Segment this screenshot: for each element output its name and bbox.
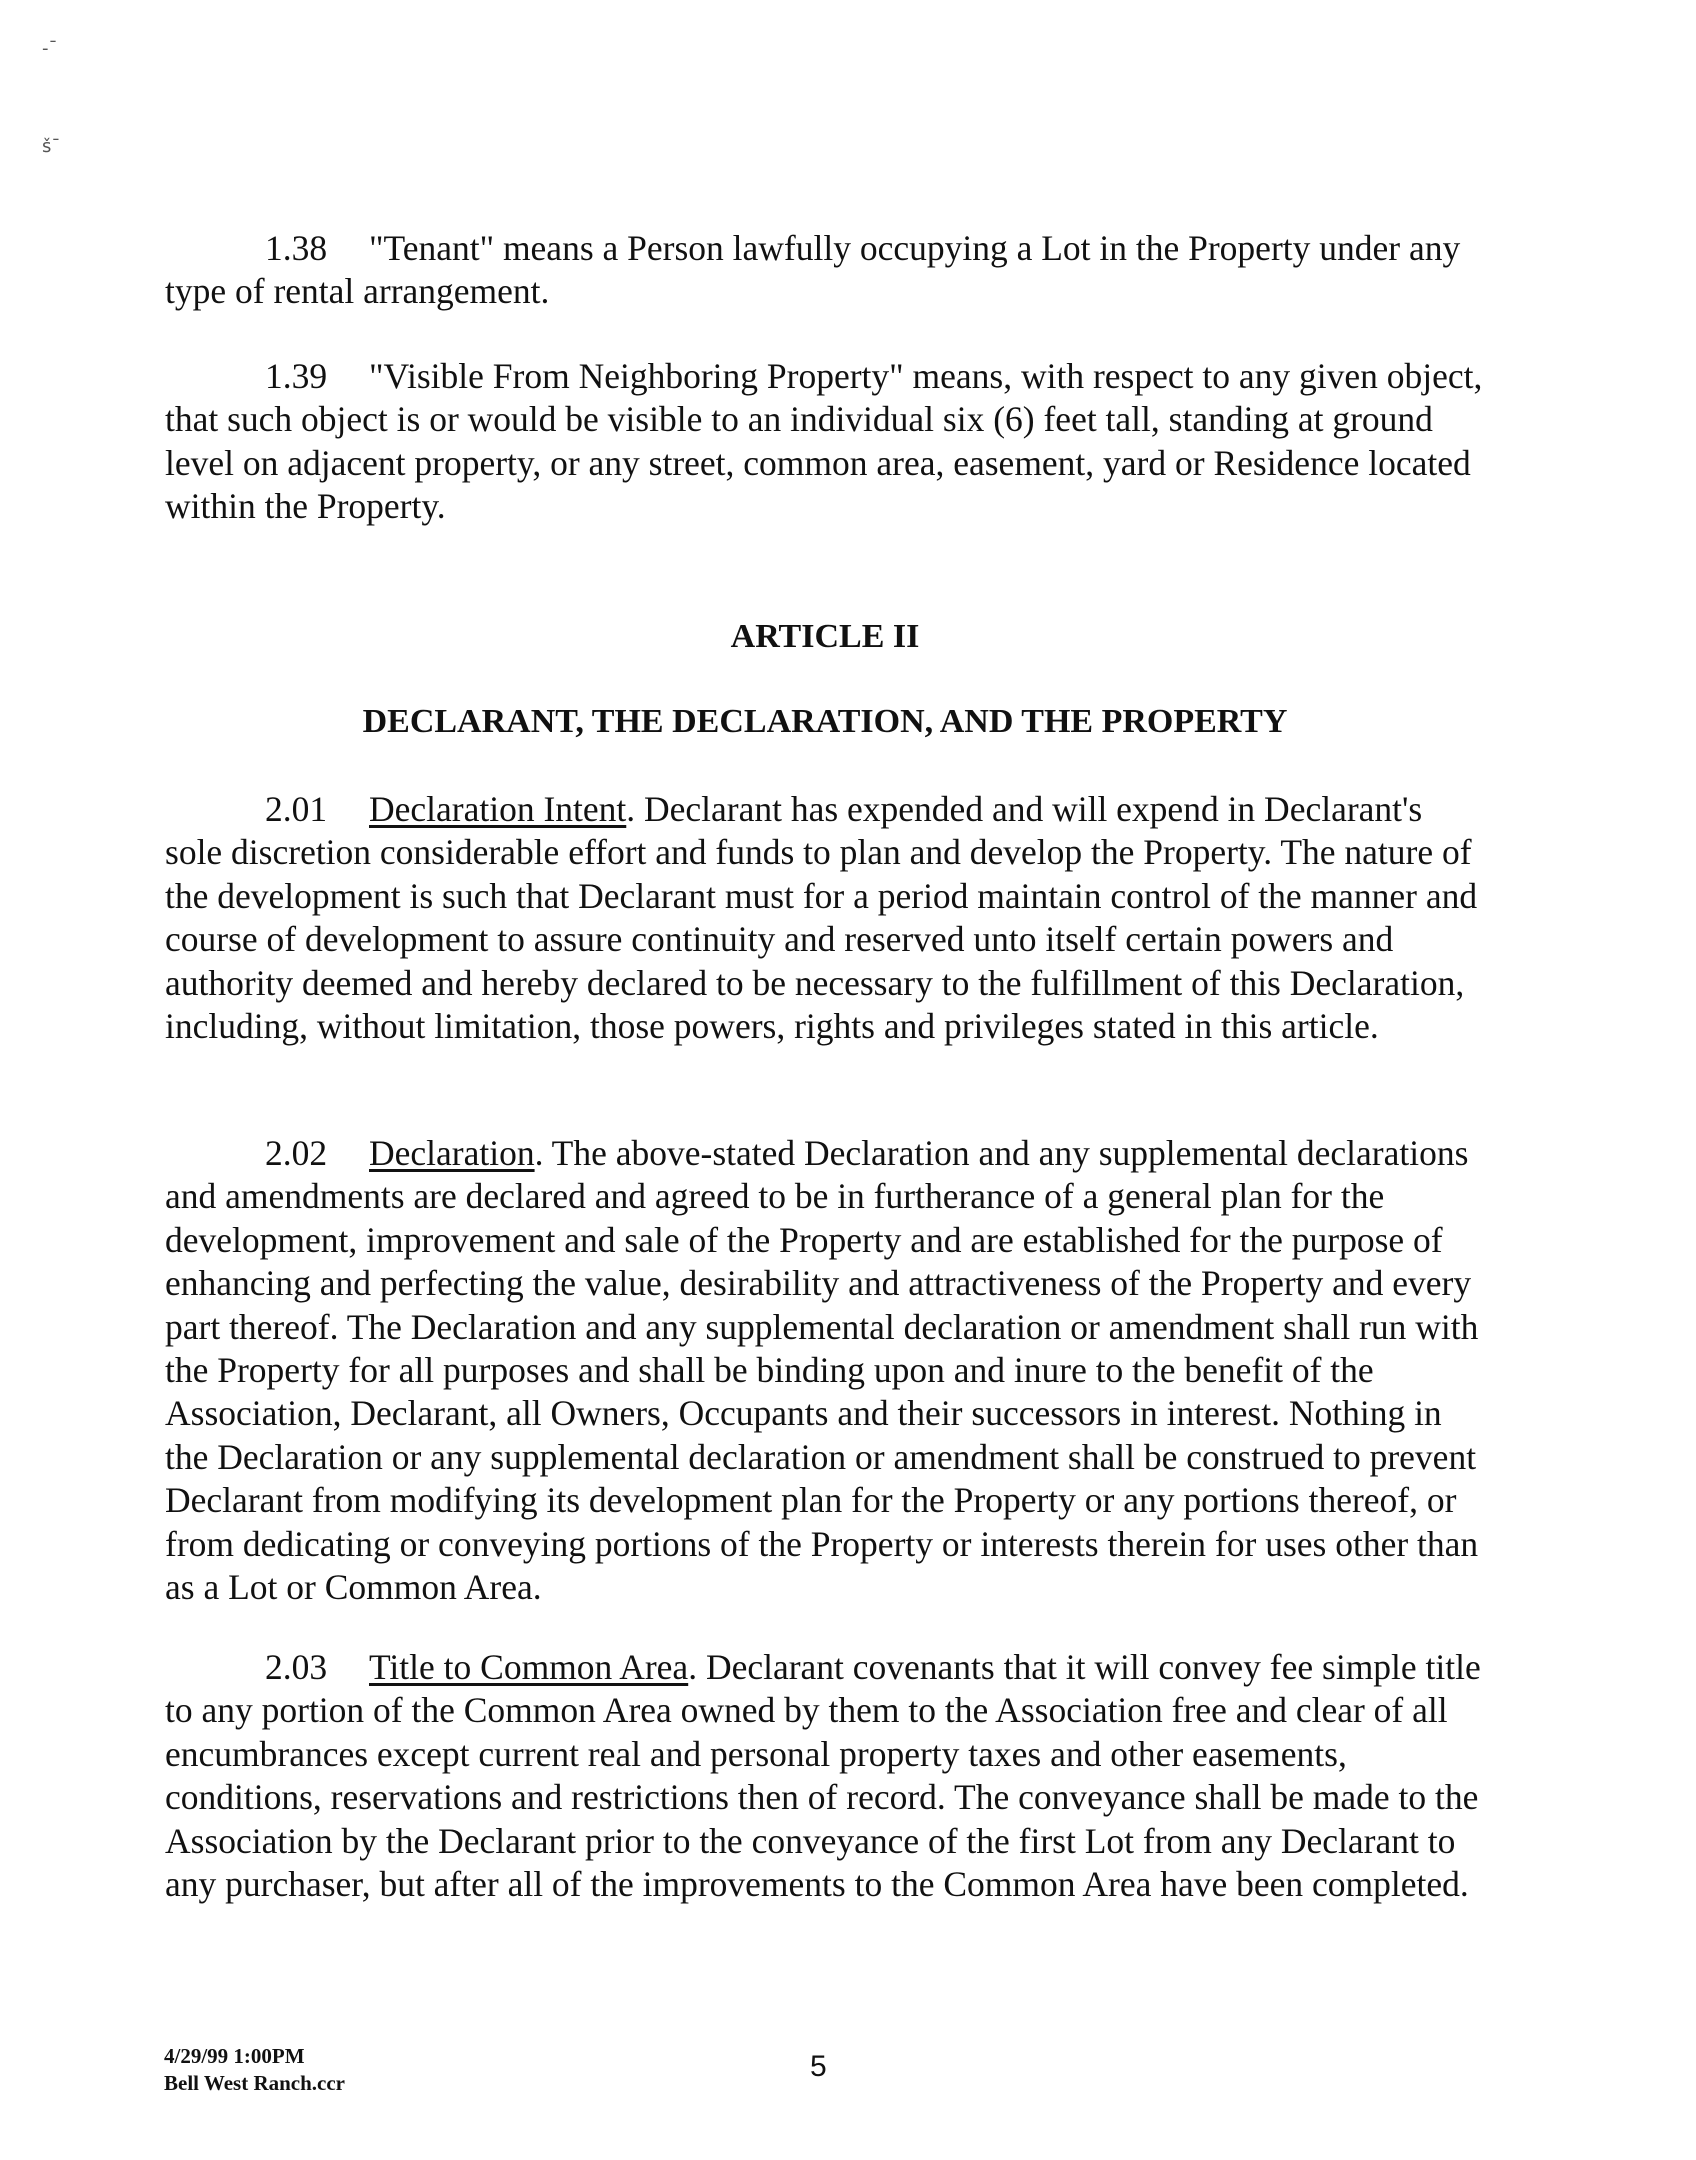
scan-artifact-mark: šˉ — [42, 136, 61, 157]
paragraph-text: "Tenant" means a Person lawfully occupying a Lot in the Property under any type of rental arrangement. — [165, 228, 1461, 312]
paragraph-text: "Visible From Neighboring Property" means, with respect to any given object, that such object is or would be visible to an individual six (6) feet tall, standing at ground level on adjacent property, or any street, common area, easement, yard or Residence located within the Property. — [165, 356, 1483, 527]
footer-datetime: 4/29/99 1:00PM — [164, 2044, 305, 2068]
paragraph-text: . Declarant covenants that it will convey fee simple title to any portion of the Common Area owned by them to the Association free and clear of all encumbrances except current real and personal property taxes and other easements, conditions, reservations and restrictions then of record. The conveyance shall be made to the Association by the Declarant prior to the conveyance of the first Lot from any Declarant to any purchaser, but after all of the improvements to the Common Area have been completed. — [165, 1647, 1481, 1905]
section-heading: Title to Common Area — [369, 1647, 689, 1687]
paragraph-2-02 — [165, 1132, 1485, 1609]
section-heading: Declaration — [369, 1133, 535, 1173]
article-title: ARTICLE II — [730, 618, 920, 655]
section-heading: Declaration Intent — [369, 789, 627, 829]
paragraph-2-01 — [165, 788, 1485, 1048]
scan-artifact-mark: -ˉ — [42, 38, 58, 59]
paragraph-number: 1.39 — [265, 356, 328, 396]
paragraph-number: 2.03 — [265, 1647, 328, 1687]
paragraph-1-39 — [165, 355, 1485, 529]
page-number: 5 — [810, 2050, 827, 2083]
paragraph-text: . The above-stated Declaration and any supplemental declarations and amendments are declared and agreed to be in furtherance of a general plan for the development, improvement and sale of the Property and are established for the purpose of enhancing and perfecting the value, desirability and attractiveness of the Property and every part thereof. The Declaration and any supplemental declaration or amendment shall run with the Property for all purposes and shall be binding upon and inure to the benefit of the Association, Declarant, all Owners, Occupants and their successors in interest. Nothing in the Declaration or any supplemental declaration or amendment shall be construed to prevent Declarant from modifying its development plan for the Property or any portions thereof, or from dedicating or conveying portions of the Property or interests therein for uses other than as a Lot or Common Area. — [165, 1133, 1479, 1608]
paragraph-1-38 — [165, 227, 1485, 314]
footer-filename: Bell West Ranch.ccr — [164, 2071, 346, 2095]
paragraph-number: 1.38 — [265, 228, 328, 268]
article-subtitle: DECLARANT, THE DECLARATION, AND THE PROPERTY — [362, 703, 1288, 740]
paragraph-number: 2.02 — [265, 1133, 328, 1173]
paragraph-2-03 — [165, 1646, 1485, 1906]
footer-info — [164, 2043, 345, 2097]
paragraph-text: . Declarant has expended and will expend in Declarant's sole discretion considerable effort and funds to plan and develop the Property. The nature of the development is such that Declarant must for a period maintain control of the manner and course of development to assure continuity and reserved unto itself certain powers and authority deemed and hereby declared to be necessary to the fulfillment of this Declaration, including, without limitation, those powers, rights and privileges stated in this article. — [165, 789, 1478, 1047]
paragraph-number: 2.01 — [265, 789, 328, 829]
